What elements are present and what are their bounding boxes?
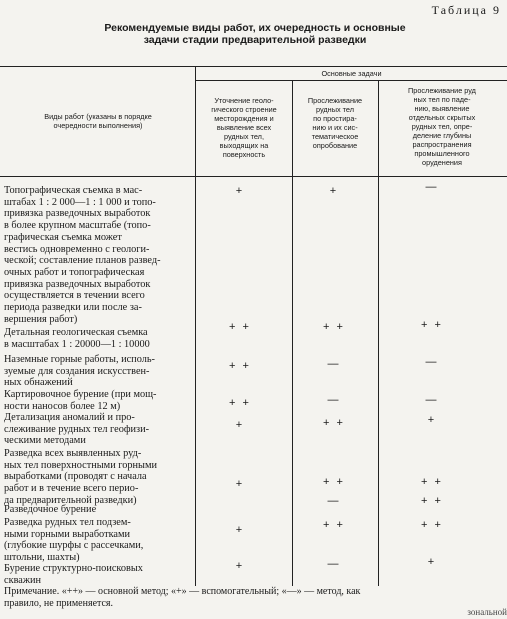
row-6-col3-mark: + + [421,495,443,507]
row-3-work: Картировочное бурение (при мощ- ности наносов более 12 м) [4,389,157,412]
row-8-col2-mark: — [327,558,341,570]
row-1-col2-mark: + + [323,321,345,333]
row-5-col1-mark: + [235,478,245,490]
row-7-col3-mark: + + [421,519,443,531]
row-6-col2-mark: — [327,495,341,507]
row-3-col3-mark: — [425,394,439,406]
row-3-col1-mark: + + [229,397,251,409]
table-footnote: Примечание. «++» — основной метод; «+» — вспомогательный; «—» — метод, как правило, не применяется. [4,586,361,609]
row-8-col3-mark: + [427,556,437,568]
row-5-col2-mark: + + [323,476,345,488]
table-number: Таблица 9 [431,3,501,17]
col-divider-2 [292,80,293,586]
row-1-col1-mark: + + [229,321,251,333]
row-2-col1-mark: + + [229,360,251,372]
row-7-col2-mark: + + [323,519,345,531]
row-4-work: Детализация аномалий и про- слеживание рудных тел геофизи- ческими методами [4,412,150,447]
col-divider-1 [195,66,196,586]
row-0-col2-mark: + [329,185,339,197]
row-4-col1-mark: + [235,419,245,431]
row-5-col3-mark: + + [421,476,443,488]
row-3-col2-mark: — [327,394,341,406]
row-8-col1-mark: + [235,560,245,572]
row-8-work: Бурение структурно-поисковых скважин [4,563,143,586]
header-col-1: Уточнение геоло- гического строение месторождения и выявление всех рудных тел, выходящих на поверхность [211,96,277,159]
table-title: Рекомендуемые виды работ, их очередность и основные задачи стадии предварительной разведки [104,22,406,46]
row-0-work: Топографическая съемка в мас- штабах 1 : 2 000—1 : 1 000 и топо- привязка разведочных выработок в более крупном масштабе (топо- графическая съемка может вестись одновременно с геологи- ческой; составление планов развед- очных работ и топографическая привязка разведочных выработок осуществляется в течении всего периода разведки или после за- вершения работ) [4,185,161,325]
table-top-rule [0,66,507,67]
header-bottom-rule [0,176,507,177]
row-4-col2-mark: + + [323,417,345,429]
header-col-2: Прослеживание рудных тел по простира- нию и их сис- тематическое опробование [307,96,363,150]
header-work-types: Виды работ (указаны в порядке очередности выполнения) [44,112,152,130]
row-7-work: Разведка рудных тел подзем- ными горными выработками (глубокие шурфы с рассечками, штольни, шахты) [4,517,144,564]
row-1-col3-mark: + + [421,319,443,331]
header-col-3: Прослеживание руд ных тел по паде- нию, выявление отдельных скрытых рудных тел, опре- деление глубины распространения промышленного оруденения [408,86,476,167]
row-6-work: Разведочное бурение [4,504,97,515]
group-header-rule [195,80,507,81]
row-2-col3-mark: — [425,356,439,368]
row-7-col1-mark: + [235,524,245,536]
row-2-col2-mark: — [327,358,341,370]
row-5-work: Разведка всех выявленных руд- ных тел поверхностными горными выработками (проводят с начала работ и в течение всего перио- да предварительной разведки) [4,448,157,506]
cutoff-text: зональной [467,607,507,617]
header-main-tasks: Основные задачи [321,69,382,78]
row-0-col3-mark: — [425,181,439,193]
row-1-work: Детальная геологическая съемка в масштабах 1 : 20000—1 : 10000 [4,327,150,350]
row-0-col1-mark: + [235,185,245,197]
row-4-col3-mark: + [427,414,437,426]
row-2-work: Наземные горные работы, исполь- зуемые для создания искусствен- ных обнажений [4,354,155,389]
